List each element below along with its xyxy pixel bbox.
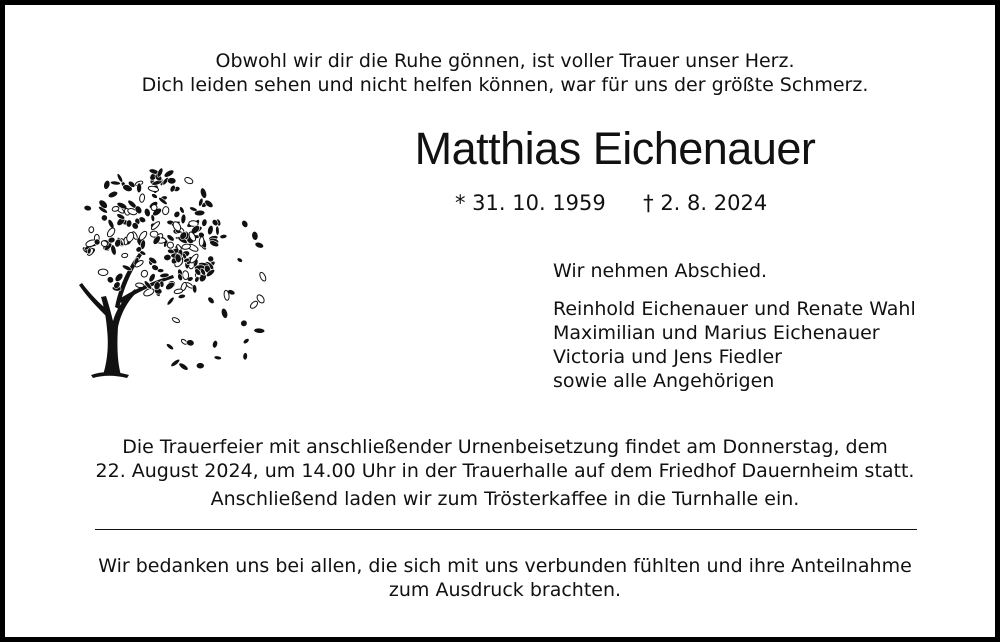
- tree-leaf: [201, 218, 208, 227]
- verse-line-2: Dich leiden sehen und nicht helfen können, war für uns der größte Schmerz.: [141, 74, 869, 96]
- tree-leaf: [243, 352, 248, 360]
- mourner-name: Victoria und Jens Fiedler: [553, 346, 782, 368]
- tree-leaf: [107, 218, 116, 229]
- tree-leaf: [199, 187, 208, 199]
- tree-leaf: [254, 241, 264, 249]
- tree-leaf: [110, 180, 121, 185]
- life-dates: [455, 191, 767, 215]
- tree-leaf: [180, 214, 186, 224]
- tree-leaf: [215, 226, 219, 236]
- tree-leaf: [192, 284, 197, 293]
- verse: [5, 49, 1000, 97]
- mourner-name: sowie alle Angehörigen: [553, 370, 775, 392]
- thanks: [5, 554, 1000, 602]
- tree-leaf: [135, 283, 144, 289]
- tree-leaf: [207, 225, 214, 236]
- tree-leaf: [83, 205, 91, 212]
- tree-leaf: [236, 257, 243, 264]
- tree-leaf: [220, 234, 228, 239]
- tree-leaf: [220, 307, 229, 319]
- tree-leaf: [254, 328, 265, 334]
- farewell-line: Wir nehmen Abschied.: [553, 260, 768, 282]
- tree-leaf: [196, 363, 204, 369]
- tree-leaf: [108, 237, 116, 244]
- tree-leaf: [136, 183, 141, 193]
- tree-leaf: [240, 219, 249, 228]
- tree-leaf: [143, 208, 151, 218]
- tree-leaf: [249, 300, 259, 310]
- mourner-name: Reinhold Eichenauer und Renate Wahl: [553, 298, 916, 320]
- tree-leaf: [151, 193, 159, 200]
- mourner-list: [553, 297, 916, 393]
- tree-leaf: [107, 190, 118, 199]
- thanks-line-1: Wir bedanken uns bei allen, die sich mit uns verbunden fühlten und ihre Anteilnahme: [98, 555, 912, 577]
- tree-leaf: [163, 168, 175, 178]
- tree-leaf: [240, 319, 249, 328]
- tree-leaf: [106, 227, 116, 238]
- tree-leaf: [207, 296, 216, 305]
- tree-leaf: [184, 176, 194, 185]
- tree-leaf: [251, 231, 259, 241]
- tree-leaf: [186, 339, 195, 347]
- service-details: [5, 435, 1000, 511]
- tree-leaf: [140, 269, 148, 278]
- tree-leaf: [101, 215, 108, 222]
- tree-leaf: [242, 337, 250, 344]
- tree-leaf: [178, 362, 190, 372]
- tree-leaf: [212, 340, 219, 349]
- tree-leaf: [121, 264, 132, 272]
- tree-leaf: [163, 254, 171, 261]
- tree-leaf: [139, 194, 145, 203]
- tree-leaf: [172, 317, 181, 324]
- tree-leaf: [98, 269, 108, 276]
- tree-leaf: [121, 253, 128, 258]
- verse-line-1: Obwohl wir dir die Ruhe gönnen, ist voller Trauer unser Herz.: [215, 50, 795, 72]
- tree-leaf: [89, 226, 95, 233]
- tree-leaf: [173, 210, 182, 219]
- service-line-3: Anschließend laden wir zum Trösterkaffee in die Turnhalle ein.: [210, 488, 800, 510]
- tree-leaf: [194, 210, 205, 216]
- tree-leaf: [178, 294, 186, 300]
- divider: [95, 529, 917, 530]
- tree-leaf: [214, 355, 222, 360]
- death-date: † 2. 8. 2024: [643, 191, 768, 215]
- tree-leaf: [162, 206, 170, 215]
- tree-leaf: [166, 296, 175, 306]
- tree-leaf: [174, 288, 183, 294]
- tree-leaf: [165, 342, 174, 350]
- service-line-1: Die Trauerfeier mit anschließender Urnenbeisetzung findet am Donnerstag, dem: [122, 436, 888, 458]
- deceased-name: Matthias Eichenauer: [414, 123, 816, 174]
- tree-leaf: [167, 177, 176, 184]
- service-line-2: 22. August 2024, um 14.00 Uhr in der Trauerhalle auf dem Friedhof Dauernheim statt.: [95, 460, 915, 482]
- tree-leaf: [126, 219, 132, 227]
- tree-leaf: [259, 271, 268, 282]
- tree-leaf: [103, 179, 112, 190]
- mourner-name: Maximilian und Marius Eichenauer: [553, 322, 880, 344]
- wind-blown-tree-icon: [57, 157, 269, 381]
- tree-leaf: [199, 237, 204, 247]
- tree-leaf: [138, 230, 148, 241]
- tree-leaf: [106, 275, 115, 284]
- thanks-line-2: zum Ausdruck brachten.: [388, 579, 622, 601]
- birth-date: * 31. 10. 1959: [455, 191, 606, 215]
